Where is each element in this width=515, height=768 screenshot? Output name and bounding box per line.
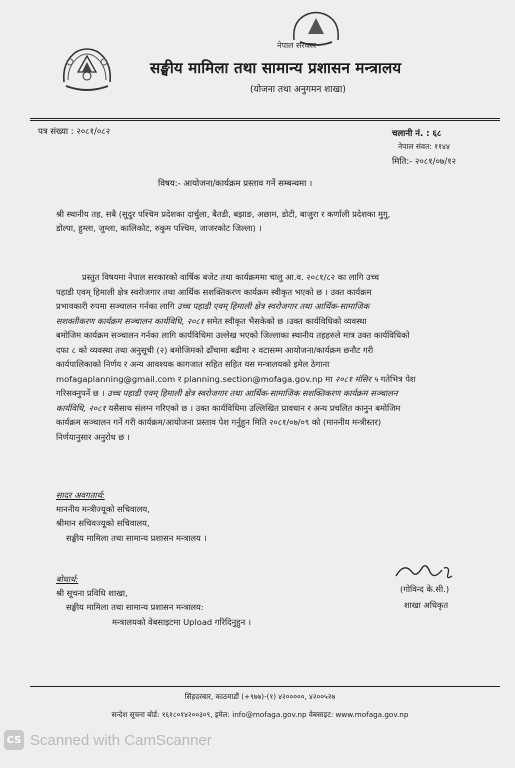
body-line: गरिसक्नुपर्ने छ । उच्च पहाडी एवम् हिमाली क्षेत्र स्वरोजगार तथा आर्थिक-सामाजिक सशक्तिकरण कार्यक्रम सञ्चालन (56, 388, 398, 398)
body-line: पहाडी एवम् हिमाली क्षेत्र स्वरोजगार तथा आर्थिक सशक्तिकरण कार्यक्रम स्वीकृत भएको छ । उक्त कार्यक्रम (56, 286, 372, 297)
body-line: सशक्तीकरण कार्यक्रम सञ्चालन कार्यविधि, २०८१ समेत स्वीकृत भैसकेको छ ।उक्त कार्यविधिको व्यवस्था (56, 315, 367, 326)
footer-divider (30, 686, 500, 687)
body-line: कार्यविधि, २०८१ यसैसाथ संलग्न गरिएको छ । उक्त कार्यविधिमा उल्लिखित प्रावधान र अन्य प्रचलित कानुन बमोजिम (56, 402, 401, 413)
letter-date: मिति:- २०८१/०७/१२ (392, 157, 457, 167)
camscanner-text: Scanned with CamScanner (30, 731, 212, 749)
cc-item: सङ्घीय मामिला तथा सामान्य प्रशासन मन्त्रालय । (66, 532, 207, 543)
cc-item: श्रीमान सचिवज्यूको सचिवालय, (56, 518, 150, 529)
section-subtitle: (योजना तथा अनुगमन शाखा) (250, 85, 346, 95)
reference-number: पत्र संख्या : २०८१/०८२ (38, 127, 111, 137)
ministry-title: सङ्घीय मामिला तथा सामान्य प्रशासन मन्त्रालय (150, 59, 402, 77)
signature-icon (392, 558, 456, 584)
nepal-emblem-icon (58, 42, 116, 94)
cc-heading: सादर अवगतार्थ: (56, 490, 105, 500)
header-divider-2 (30, 120, 500, 121)
body-paragraph (56, 270, 472, 444)
subject-line: विषय:- आयोजना/कार्यक्रम प्रस्ताव गर्ने सम्बन्धमा । (158, 179, 313, 189)
body-line: निर्णयानुसार अनुरोध छ । (56, 431, 130, 442)
camscanner-watermark (4, 728, 212, 752)
deadline-date: २०८१ मंसिर ५ (335, 373, 378, 384)
stamp-text: नेपाल सरकार (277, 41, 317, 50)
dispatch-number: चलानी नं. : ६८ (392, 129, 442, 139)
nepal-samvat: नेपाल संवत: ११४४ (398, 142, 450, 151)
cc-item: माननीय मन्त्रीज्यूको सचिवालय, (56, 504, 150, 515)
signatory-designation: शाखा अधिकृत (404, 600, 449, 610)
cc-block (56, 488, 207, 545)
camscanner-logo-icon: CS (4, 730, 24, 750)
body-line: दफा ८ को व्यवस्था तथा अनुसूची (२) बमोजिमको ढाँचामा बढीमा २ वटासम्म आयोजना/कार्यक्रम छनौट गरी (56, 344, 374, 355)
header-divider (30, 118, 500, 119)
body-line: कार्यपालिकाको निर्णय र अन्य आवश्यक कागजात सहित सहित यस मन्त्रालयको इमेल ठेगाना (56, 359, 330, 369)
body-line: बमोजिम कार्यक्रम सञ्चालन गर्नका लागि कार्यविधिमा उल्लेख भएको जिल्लाका स्थानीय तहहरुले मात्र उक्त कार्यविधिको (56, 330, 410, 340)
addressee-line-1: श्री स्थानीय तह, सबै (सुदुर पश्चिम प्रदेशका दार्चुला, बैतडी, बझाङ, अछाम, डोटी, बाजुरा र कर्णाली प्रदेशका मुगु, (56, 209, 391, 219)
procedure-name-emphasis: सशक्तीकरण कार्यक्रम सञ्चालन कार्यविधि, २०८१ (56, 315, 205, 326)
bodharth-item: सङ्घीय मामिला तथा सामान्य प्रशासन मन्त्रालय: (66, 602, 204, 613)
addressee (56, 207, 476, 235)
body-line: प्रभावकारी रुपमा सञ्चालन गर्नका लागि उच्च पहाडी एवम् हिमाली क्षेत्र स्वरोजगार तथा आर्थिक-सामाजिक (56, 301, 370, 311)
body-line: कार्यक्रम सञ्चालन गर्ने गरी कार्यक्रम/आयोजना प्रस्ताव पेश गर्नुहुन मिति २०८१/०७/०९ को (माननीय मन्त्रीस्तर) (56, 417, 382, 427)
program-name-emphasis: उच्च पहाडी एवम् हिमाली क्षेत्र स्वरोजगार तथा आर्थिक-सामाजिक (177, 301, 370, 311)
bodharth-item: मन्त्रालयको वेबसाइटमा Upload गरिदिनुहुन । (112, 616, 251, 627)
bodharth-block (56, 572, 251, 629)
bodharth-heading: बोधार्थ: (56, 574, 79, 584)
footer-contact: सन्देश सूचना बोर्ड: १६१८०१४२००३०९, इमेल: info@mofaga.gov.np वेबसाइट: www.mofaga.gov.np (111, 710, 409, 719)
body-line: mofagaplanning@gmail.com र planning.section@mofaga.gov.np मा २०८१ मंसिर ५ गतेभित्र पेश (56, 373, 416, 384)
body-line: प्रस्तुत विषयमा नेपाल सरकारको वार्षिक बजेट तथा कार्यक्रममा चालु आ.व. २०८१/८२ का लागि उच्च (82, 272, 379, 282)
footer-address: सिंहदरबार, काठमाडौं (+९७७)-(१) ४२०००००, ४२००५२७ (184, 692, 336, 701)
email-addresses: mofagaplanning@gmail.com र planning.section@mofaga.gov.np मा (56, 373, 333, 384)
signatory-name: (गोविन्द के.सी.) (400, 584, 450, 594)
bodharth-item: श्री सूचना प्रविधि शाखा, (56, 588, 128, 599)
addressee-line-2: डोल्पा, हुम्ला, जुम्ला, कालिकोट, रुकुम पश्चिम, जाजरकोट जिल्ला) । (56, 223, 262, 234)
